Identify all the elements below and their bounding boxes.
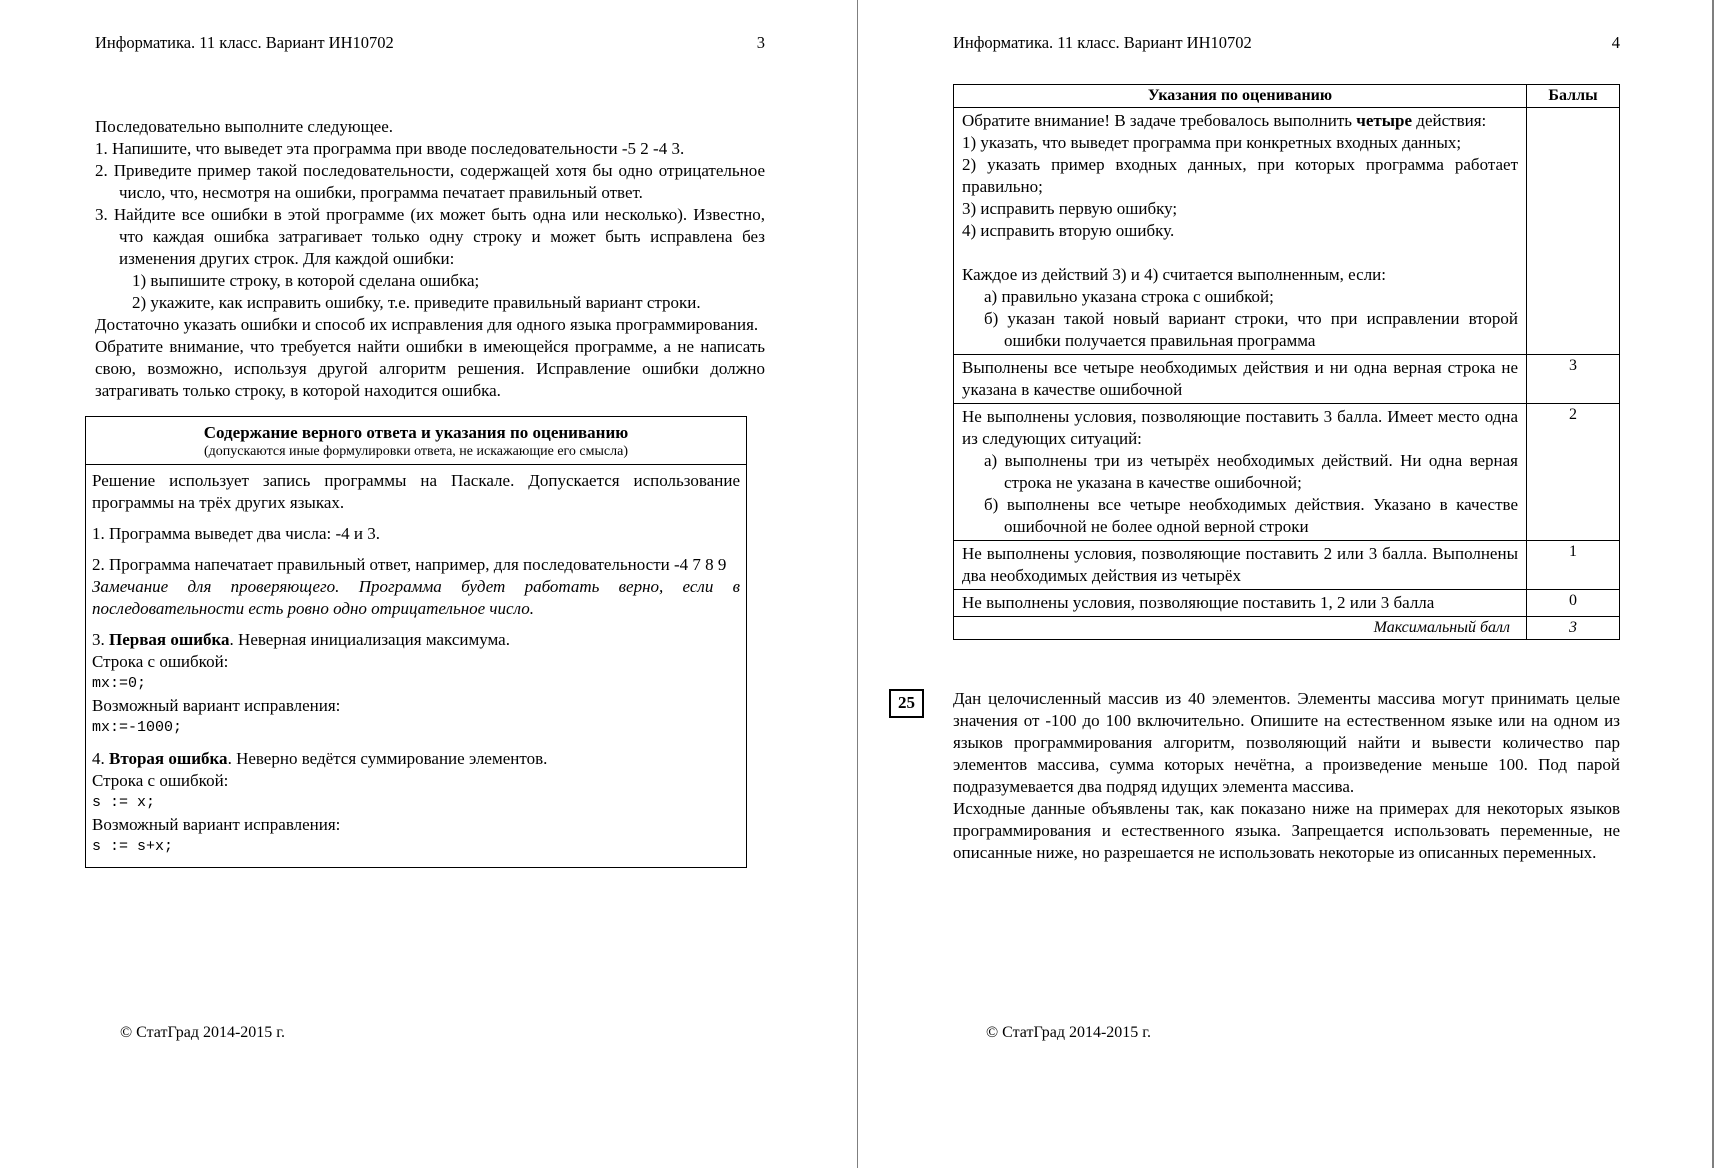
action-item-2: 2) указать пример входных данных, при которых программа работает правильно;: [962, 155, 1518, 196]
task-item-2: 2. Приведите пример такой последовательности, содержащей хотя бы одно отрицательное число, что, несмотря на ошибки, программа печатает правильный ответ.: [95, 161, 765, 202]
scoring-row-3points: [954, 355, 1620, 404]
condition-a: а) правильно указана строка с ошибкой;: [984, 287, 1274, 306]
scoring-row-max: [954, 617, 1620, 640]
copyright-footer: © СтатГрад 2014-2015 г.: [986, 1024, 1152, 1041]
page-4-header: [953, 33, 1620, 53]
error-line-label-2: Строка с ошибкой:: [92, 771, 229, 790]
text-fragment-bold: Первая ошибка: [109, 630, 230, 649]
error-2-heading: [92, 748, 740, 770]
task-item-3: 3. Найдите все ошибки в этой программе (их может быть одна или несколько). Известно, что каждая ошибка затрагивает только одну строку и может быть исправлена без изменения других строк. Для каждой ошибки:: [95, 205, 765, 268]
fix-label-2: Возможный вариант исправления:: [92, 815, 341, 834]
page-number: 4: [1611, 33, 1620, 52]
criteria-0points: Не выполнены условия, позволяющие поставить 1, 2 или 3 балла: [962, 593, 1435, 612]
score-cell-0: 0: [1527, 590, 1620, 617]
page-number: 3: [756, 33, 765, 52]
fix-label-1: Возможный вариант исправления:: [92, 696, 341, 715]
text-fragment: . Неверно ведётся суммирование элементов.: [227, 749, 548, 768]
task-item-1: 1. Напишите, что выведет эта программа при вводе последовательности -5 2 -4 3.: [95, 139, 685, 158]
error-2-code: s := x;: [92, 794, 156, 811]
text-fragment: действия:: [1412, 111, 1487, 130]
intro-line: Последовательно выполните следующее.: [95, 117, 394, 136]
criteria-2points-intro: Не выполнены условия, позволяющие поставить 3 балла. Имеет место одна из следующих ситуаций:: [962, 407, 1518, 448]
text-fragment: Обратите внимание! В задаче требовалось выполнить: [962, 111, 1357, 130]
action-item-4: 4) исправить вторую ошибку.: [962, 221, 1175, 240]
error-1-code: mx:=0;: [92, 675, 147, 692]
criteria-note-cell: [954, 108, 1527, 355]
answer-box: [85, 416, 747, 868]
max-score-value: 3: [1527, 617, 1620, 640]
solution-language-note: Решение использует запись программы на Паскале. Допускается использование программы на трёх других языках.: [92, 471, 740, 512]
scoring-table: [953, 84, 1620, 640]
document-title: Информатика. 11 класс. Вариант ИН10702: [953, 33, 1252, 52]
reviewer-note: Замечание для проверяющего. Программа будет работать верно, если в последовательности есть ровно одно отрицательное число.: [92, 577, 740, 618]
score-cell-3: 3: [1527, 355, 1620, 404]
action-item-1: 1) указать, что выведет программа при конкретных входных данных;: [962, 133, 1462, 152]
max-score-label: Максимальный балл: [954, 617, 1527, 640]
score-header-cell: Баллы: [1527, 85, 1620, 108]
scoring-row-2points: [954, 404, 1620, 541]
scoring-row-note: [954, 108, 1620, 355]
answer-box-body: [86, 465, 746, 867]
text-fragment: . Неверная инициализация максимума.: [229, 630, 510, 649]
answer-box-head: [86, 417, 746, 465]
fix-2-code: s := s+x;: [92, 838, 174, 855]
question-25: [898, 688, 1620, 864]
question-text-2: Исходные данные объявлены так, как показано ниже на примерах для некоторых языков программирования и естественного языка. Запрещается использовать переменные, не описанные ниже, но разрешается не использовать некоторые из описанных переменных.: [953, 799, 1620, 862]
answer-box-title: Содержание верного ответа и указания по оцениванию: [203, 423, 629, 442]
score-cell-2: 2: [1527, 404, 1620, 541]
document-title: Информатика. 11 класс. Вариант ИН10702: [95, 33, 394, 52]
page-4: [857, 0, 1714, 1168]
question-number-box: 25: [889, 689, 924, 718]
page-4-content: [898, 84, 1620, 864]
answer-box-subtitle: (допускаются иные формулировки ответа, не искажающие его смысла): [204, 444, 628, 459]
spacer: [962, 242, 1518, 264]
action-item-3: 3) исправить первую ошибку;: [962, 199, 1178, 218]
answer-part-2: 2. Программа напечатает правильный ответ, например, для последовательности -4 7 8 9: [92, 555, 727, 574]
criteria-header-cell: Указания по оцениванию: [954, 85, 1527, 108]
score-cell-1: 1: [1527, 541, 1620, 590]
scoring-row-1point: [954, 541, 1620, 590]
score-cell-empty: [1527, 108, 1620, 355]
text-fragment: 4.: [92, 749, 109, 768]
scoring-row-0points: [954, 590, 1620, 617]
text-fragment-bold: Вторая ошибка: [109, 749, 228, 768]
criteria-2points-a: а) выполнены три из четырёх необходимых действий. Ни одна верная строка не указана в качестве ошибочной;: [984, 451, 1518, 492]
question-text-1: Дан целочисленный массив из 40 элементов. Элементы массива могут принимать целые значения от -100 до 100 включительно. Опишите на естественном языке или на одном из языков программирования алгоритм, позволяющий найти и вывести количество пар элементов массива, сумма которых нечётна, а произведение меньше 100. Под парой подразумевается два подряд идущих элемента массива.: [953, 689, 1620, 796]
subtask-2: 2) укажите, как исправить ошибку, т.е. приведите правильный вариант строки.: [132, 293, 701, 312]
note-single-language: Достаточно указать ошибки и способ их исправления для одного языка программирования.: [95, 315, 759, 334]
subtask-1: 1) выпишите строку, в которой сделана ошибка;: [132, 271, 480, 290]
criteria-1point: Не выполнены условия, позволяющие поставить 2 или 3 балла. Выполнены два необходимых действия из четырёх: [962, 544, 1518, 585]
criteria-2points-b: б) выполнены все четыре необходимых действия. Указано в качестве ошибочной не более одной верной строки: [984, 495, 1518, 536]
error-line-label-1: Строка с ошибкой:: [92, 652, 229, 671]
page-3-header: [95, 33, 765, 53]
note-intro: [962, 110, 1518, 132]
condition-intro: Каждое из действий 3) и 4) считается выполненным, если:: [962, 265, 1387, 284]
fix-1-code: mx:=-1000;: [92, 719, 183, 736]
condition-b: б) указан такой новый вариант строки, что при исправлении второй ошибки получается правильная программа: [984, 309, 1518, 350]
answer-part-1: 1. Программа выведет два числа: -4 и 3.: [92, 524, 381, 543]
note-attention: Обратите внимание, что требуется найти ошибки в имеющейся программе, а не написать свою, возможно, используя другой алгоритм решения. Исправление ошибки должно затрагивать только строку, в которой находится ошибка.: [95, 337, 765, 400]
text-fragment-bold: четыре: [1356, 111, 1413, 130]
copyright-footer: © СтатГрад 2014-2015 г.: [120, 1024, 286, 1041]
error-1-heading: [92, 629, 740, 651]
page-3-content: [92, 116, 765, 868]
scoring-header-row: [954, 85, 1620, 108]
text-fragment: 3.: [92, 630, 109, 649]
criteria-3points: Выполнены все четыре необходимых действия и ни одна верная строка не указана в качестве ошибочной: [962, 358, 1518, 399]
